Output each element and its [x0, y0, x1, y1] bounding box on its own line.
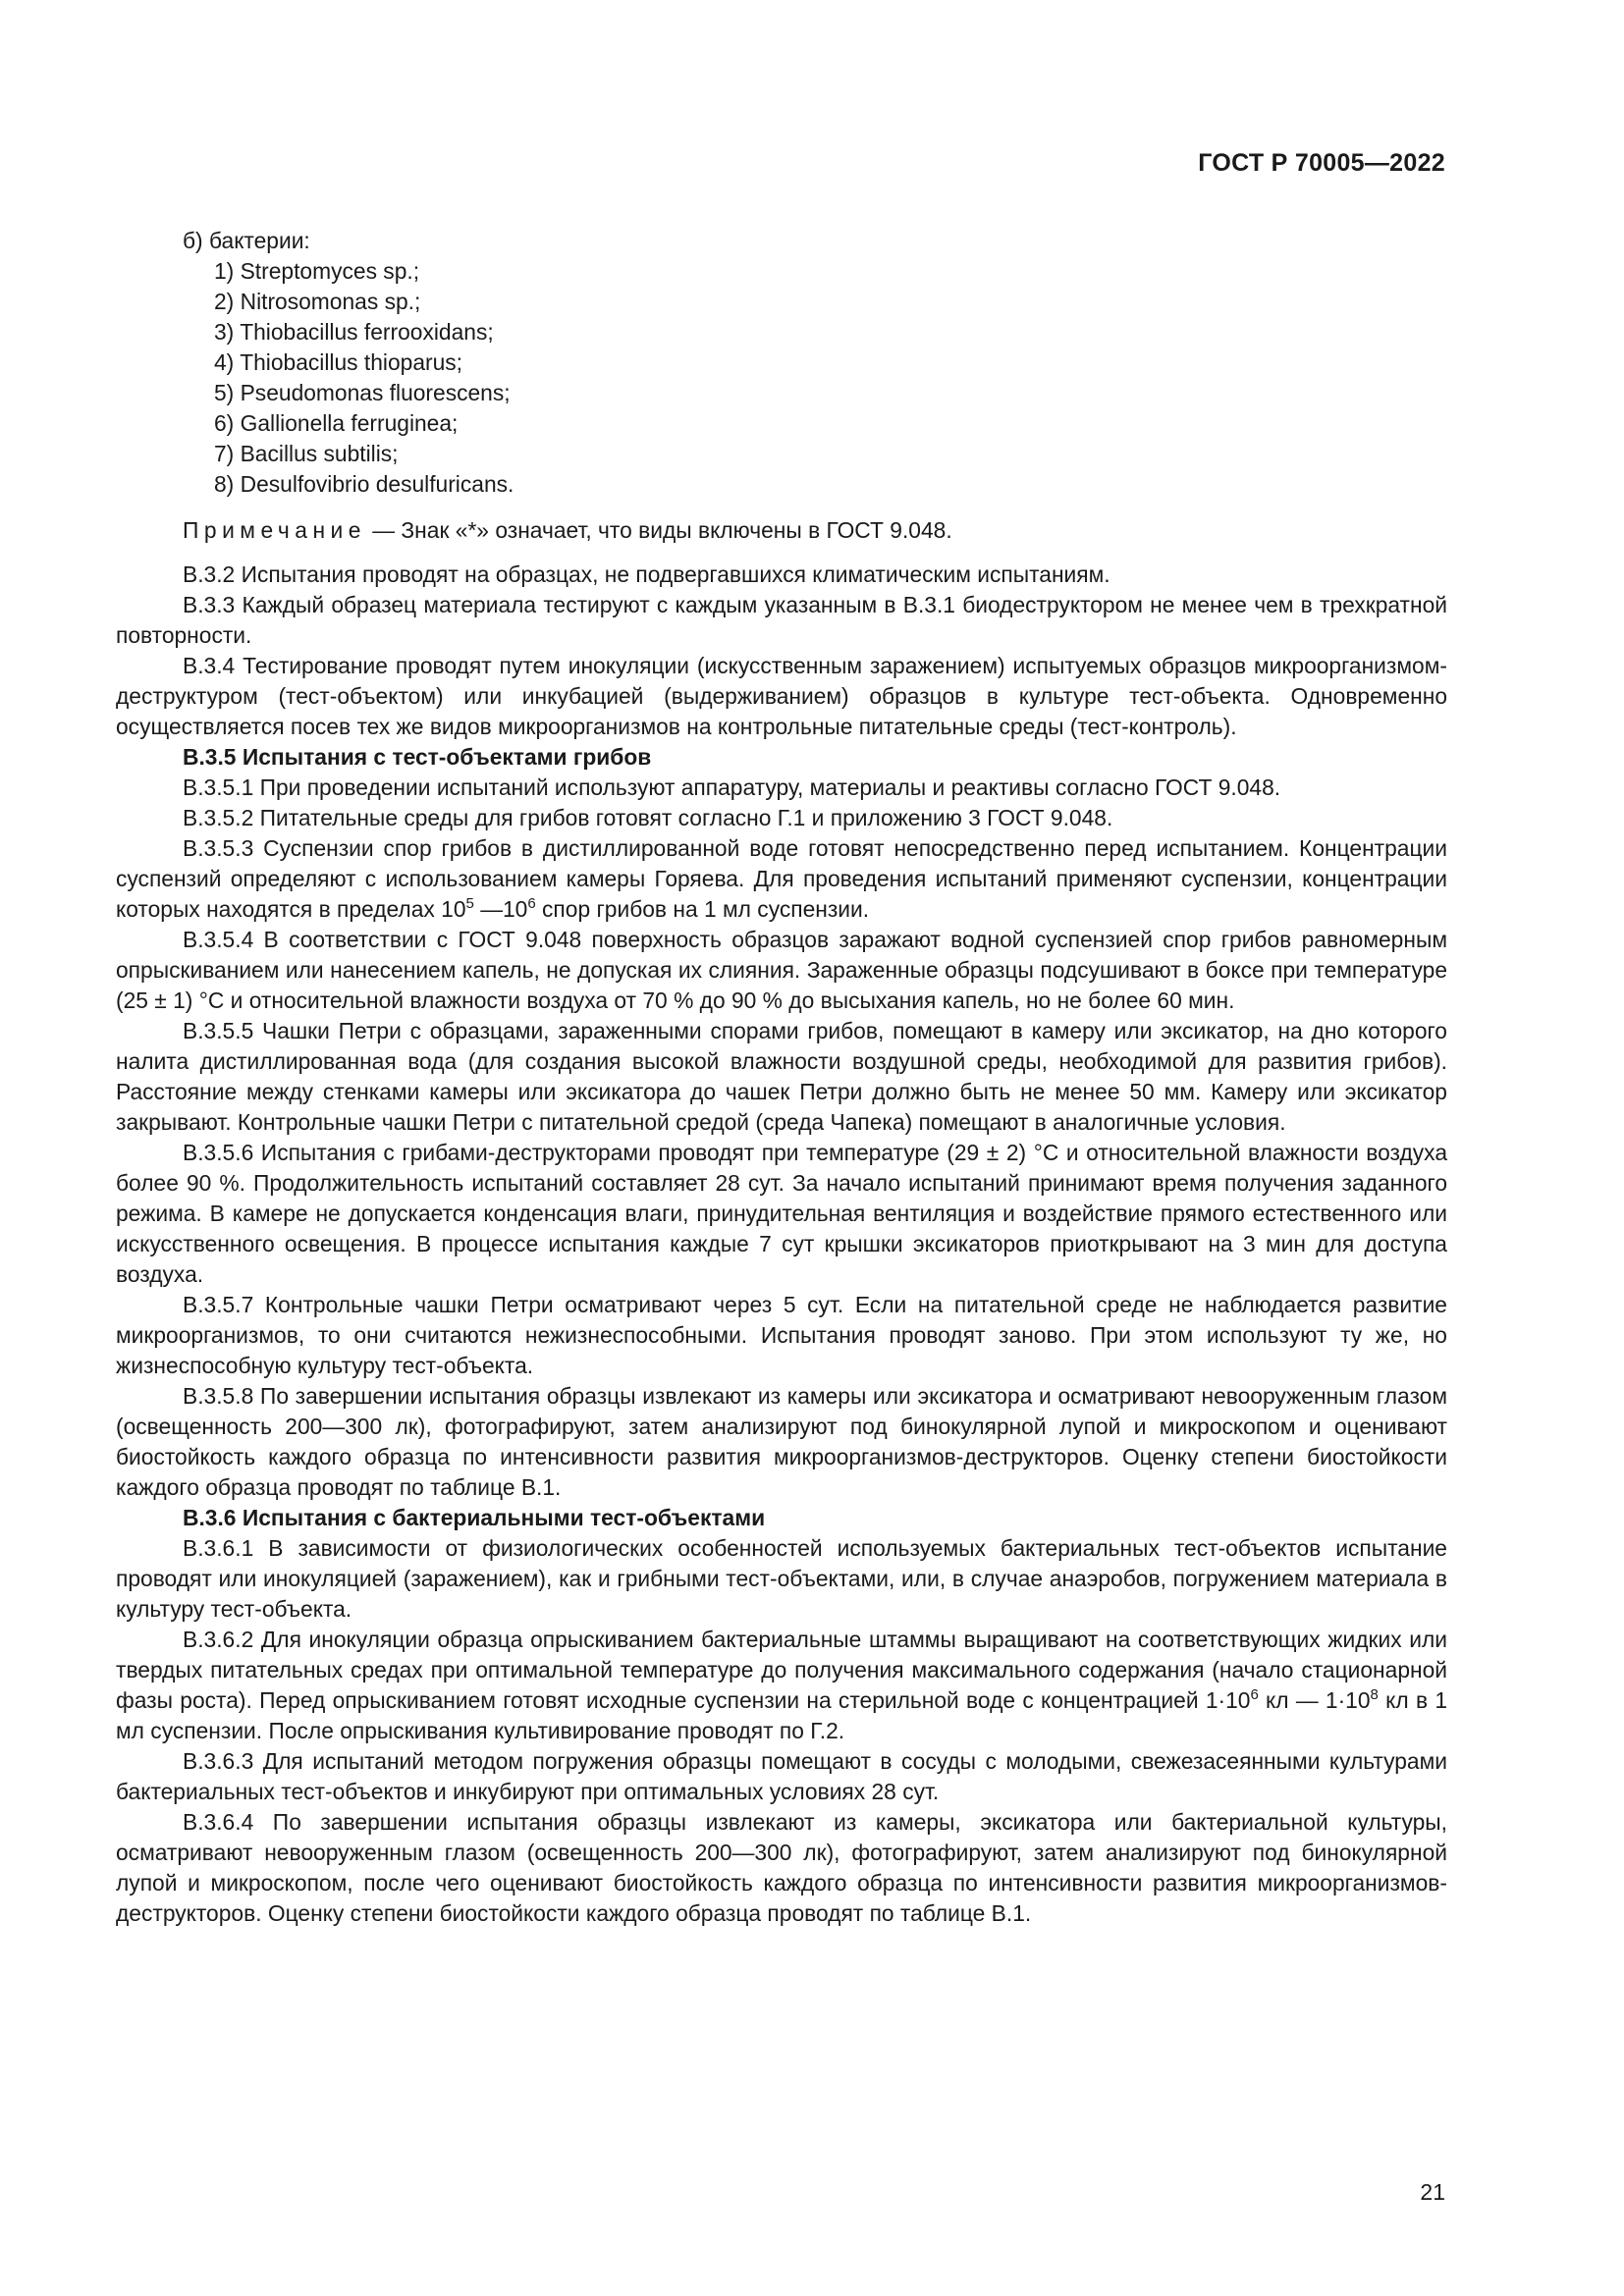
paragraph-b-3-5-6: В.3.5.6 Испытания с грибами-деструкторами проводят при температуре (29 ± 2) °С и относительной влажности воздуха более 90 %. Продолжительность испытаний составляет 28 сут. За начало испытаний принимают время получения заданного режима. В камере не допускается конденсация влаги, принудительная вентиляция и воздействие прямого естественного или искусственного освещения. В процессе испытания каждые 7 сут крышки эксикаторов приоткрывают на 3 мин для доступа воздуха. — [116, 1140, 1447, 1287]
paragraph-b-3-5-3 — [116, 833, 1447, 925]
superscript: 5 — [465, 895, 474, 912]
paragraph-text: кл — 1·10 — [1258, 1687, 1371, 1713]
page-number: 21 — [1420, 2179, 1445, 2205]
paragraph-b-3-5-2: В.3.5.2 Питательные среды для грибов готовят согласно Г.1 и приложению 3 ГОСТ 9.048. — [183, 805, 1113, 830]
superscript: 6 — [1250, 1686, 1259, 1703]
paragraph-b-3-5-5: В.3.5.5 Чашки Петри с образцами, зараженными спорами грибов, помещают в камеру или эксикатор, на дно которого налита дистиллированная вода (для создания высокой влажности воздушной среды, необходимой для развития грибов). Расстояние между стенками камеры или эксикатора до чашек Петри должно быть не менее 50 мм. Камеру или эксикатор закрывают. Контрольные чашки Петри с питательной средой (среда Чапека) помещают в аналогичные условия. — [116, 1018, 1447, 1135]
paragraph-text: В.3.5.3 Суспензии спор грибов в дистиллированной воде готовят непосредственно перед испытанием. Концентрации суспензий определяют с использованием камеры Горяева. Для проведения испытаний применяют суспензии, концентрации которых находятся в пределах 10 — [116, 835, 1447, 922]
superscript: 8 — [1370, 1686, 1379, 1703]
paragraph-b-3-2: В.3.2 Испытания проводят на образцах, не подвергавшихся климатическим испытаниям. — [183, 561, 1110, 587]
paragraph-text: кл в 1 мл суспензии. После опрыскивания культивирование проводят по Г.2. — [116, 1687, 1447, 1743]
list-item: 7) Bacillus subtilis; — [214, 441, 399, 466]
note-text: — Знак «*» означает, что виды включены в ГОСТ 9.048. — [365, 517, 952, 543]
document-header-standard-code: ГОСТ Р 70005—2022 — [1198, 149, 1445, 177]
section-heading-b-3-5: В.3.5 Испытания с тест-объектами грибов — [183, 744, 652, 770]
list-item: 5) Pseudomonas fluorescens; — [214, 380, 511, 405]
list-item: 8) Desulfovibrio desulfuricans. — [214, 471, 514, 497]
paragraph-b-3-5-4: В.3.5.4 В соответствии с ГОСТ 9.048 поверхность образцов заражают водной суспензией спор грибов равномерным опрыскиванием или нанесением капель, не допуская их слияния. Зараженные образцы подсушивают в боксе при температуре (25 ± 1) °С и относительной влажности воздуха от 70 % до 90 % до высыхания капель, но не более 60 мин. — [116, 927, 1447, 1013]
list-item: 3) Thiobacillus ferrooxidans; — [214, 319, 494, 345]
note — [116, 515, 1447, 546]
paragraph-b-3-5-1: В.3.5.1 При проведении испытаний используют аппаратуру, материалы и реактивы согласно ГОСТ 9.048. — [183, 774, 1281, 800]
paragraph-b-3-3: В.3.3 Каждый образец материала тестируют с каждым указанным в В.3.1 биодеструктором не менее чем в трехкратной повторности. — [116, 592, 1447, 648]
paragraph-b-3-6-1: В.3.6.1 В зависимости от физиологических особенностей используемых бактериальных тест-объектов испытание проводят или инокуляцией (заражением), как и грибными тест-объектами, или, в случае анаэробов, погружением материала в культуру тест-объекта. — [116, 1535, 1447, 1622]
bacteria-list-title: б) бактерии: — [183, 228, 310, 253]
paragraph-b-3-6-4: В.3.6.4 По завершении испытания образцы извлекают из камеры, эксикатора или бактериальной культуры, осматривают невооруженным глазом (освещенность 200—300 лк), фотографируют, затем анализируют под бинокулярной лупой и микроскопом, после чего оценивают биостойкость каждого образца по интенсивности развития микроорганизмов-деструкторов. Оценку степени биостойкости каждого образца проводят по таблице В.1. — [116, 1809, 1447, 1926]
paragraph-text: В.3.6.2 Для инокуляции образца опрыскиванием бактериальные штаммы выращивают на соответствующих жидких или твердых питательных средах при оптимальной температуре до получения максимального содержания (начало стационарной фазы роста). Перед опрыскиванием готовят исходные суспензии на стерильной воде с концентрацией 1·10 — [116, 1627, 1447, 1713]
note-label: Примечание — [183, 517, 366, 543]
paragraph-b-3-4: В.3.4 Тестирование проводят путем инокуляции (искусственным заражением) испытуемых образцов микроорганизмом-деструктуром (тест-объектом) или инкубацией (выдерживанием) образцов в культуре тест-объекта. Одновременно осуществляется посев тех же видов микроорганизмов на контрольные питательные среды (тест-контроль). — [116, 653, 1447, 739]
list-item: 1) Streptomyces sp.; — [214, 258, 420, 284]
superscript: 6 — [527, 895, 536, 912]
document-body — [116, 226, 1447, 1929]
paragraph-b-3-5-8: В.3.5.8 По завершении испытания образцы извлекают из камеры или эксикатора и осматривают невооруженным глазом (освещенность 200—300 лк), фотографируют, затем анализируют под бинокулярной лупой и микроскопом и оценивают биостойкость каждого образца по интенсивности развития микроорганизмов-деструкторов. Оценку степени биостойкости каждого образца проводят по таблице В.1. — [116, 1383, 1447, 1500]
list-item: 6) Gallionella ferruginea; — [214, 410, 459, 436]
paragraph-text: —10 — [473, 896, 528, 922]
paragraph-text: спор грибов на 1 мл суспензии. — [535, 896, 870, 922]
paragraph-b-3-6-2 — [116, 1625, 1447, 1746]
paragraph-b-3-5-7: В.3.5.7 Контрольные чашки Петри осматривают через 5 сут. Если на питательной среде не наблюдается развитие микроорганизмов, то они считаются нежизнеспособными. Испытания проводят заново. При этом используют ту же, но жизнеспособную культуру тест-объекта. — [116, 1292, 1447, 1378]
bacteria-list — [116, 256, 1447, 500]
paragraph-b-3-6-3: В.3.6.3 Для испытаний методом погружения образцы помещают в сосуды с молодыми, свежезасеянными культурами бактериальных тест-объектов и инкубируют при оптимальных условиях 28 сут. — [116, 1748, 1447, 1804]
list-item: 2) Nitrosomonas sp.; — [214, 289, 421, 314]
list-item: 4) Thiobacillus thioparus; — [214, 349, 463, 375]
section-heading-b-3-6: В.3.6 Испытания с бактериальными тест-объектами — [183, 1505, 766, 1530]
